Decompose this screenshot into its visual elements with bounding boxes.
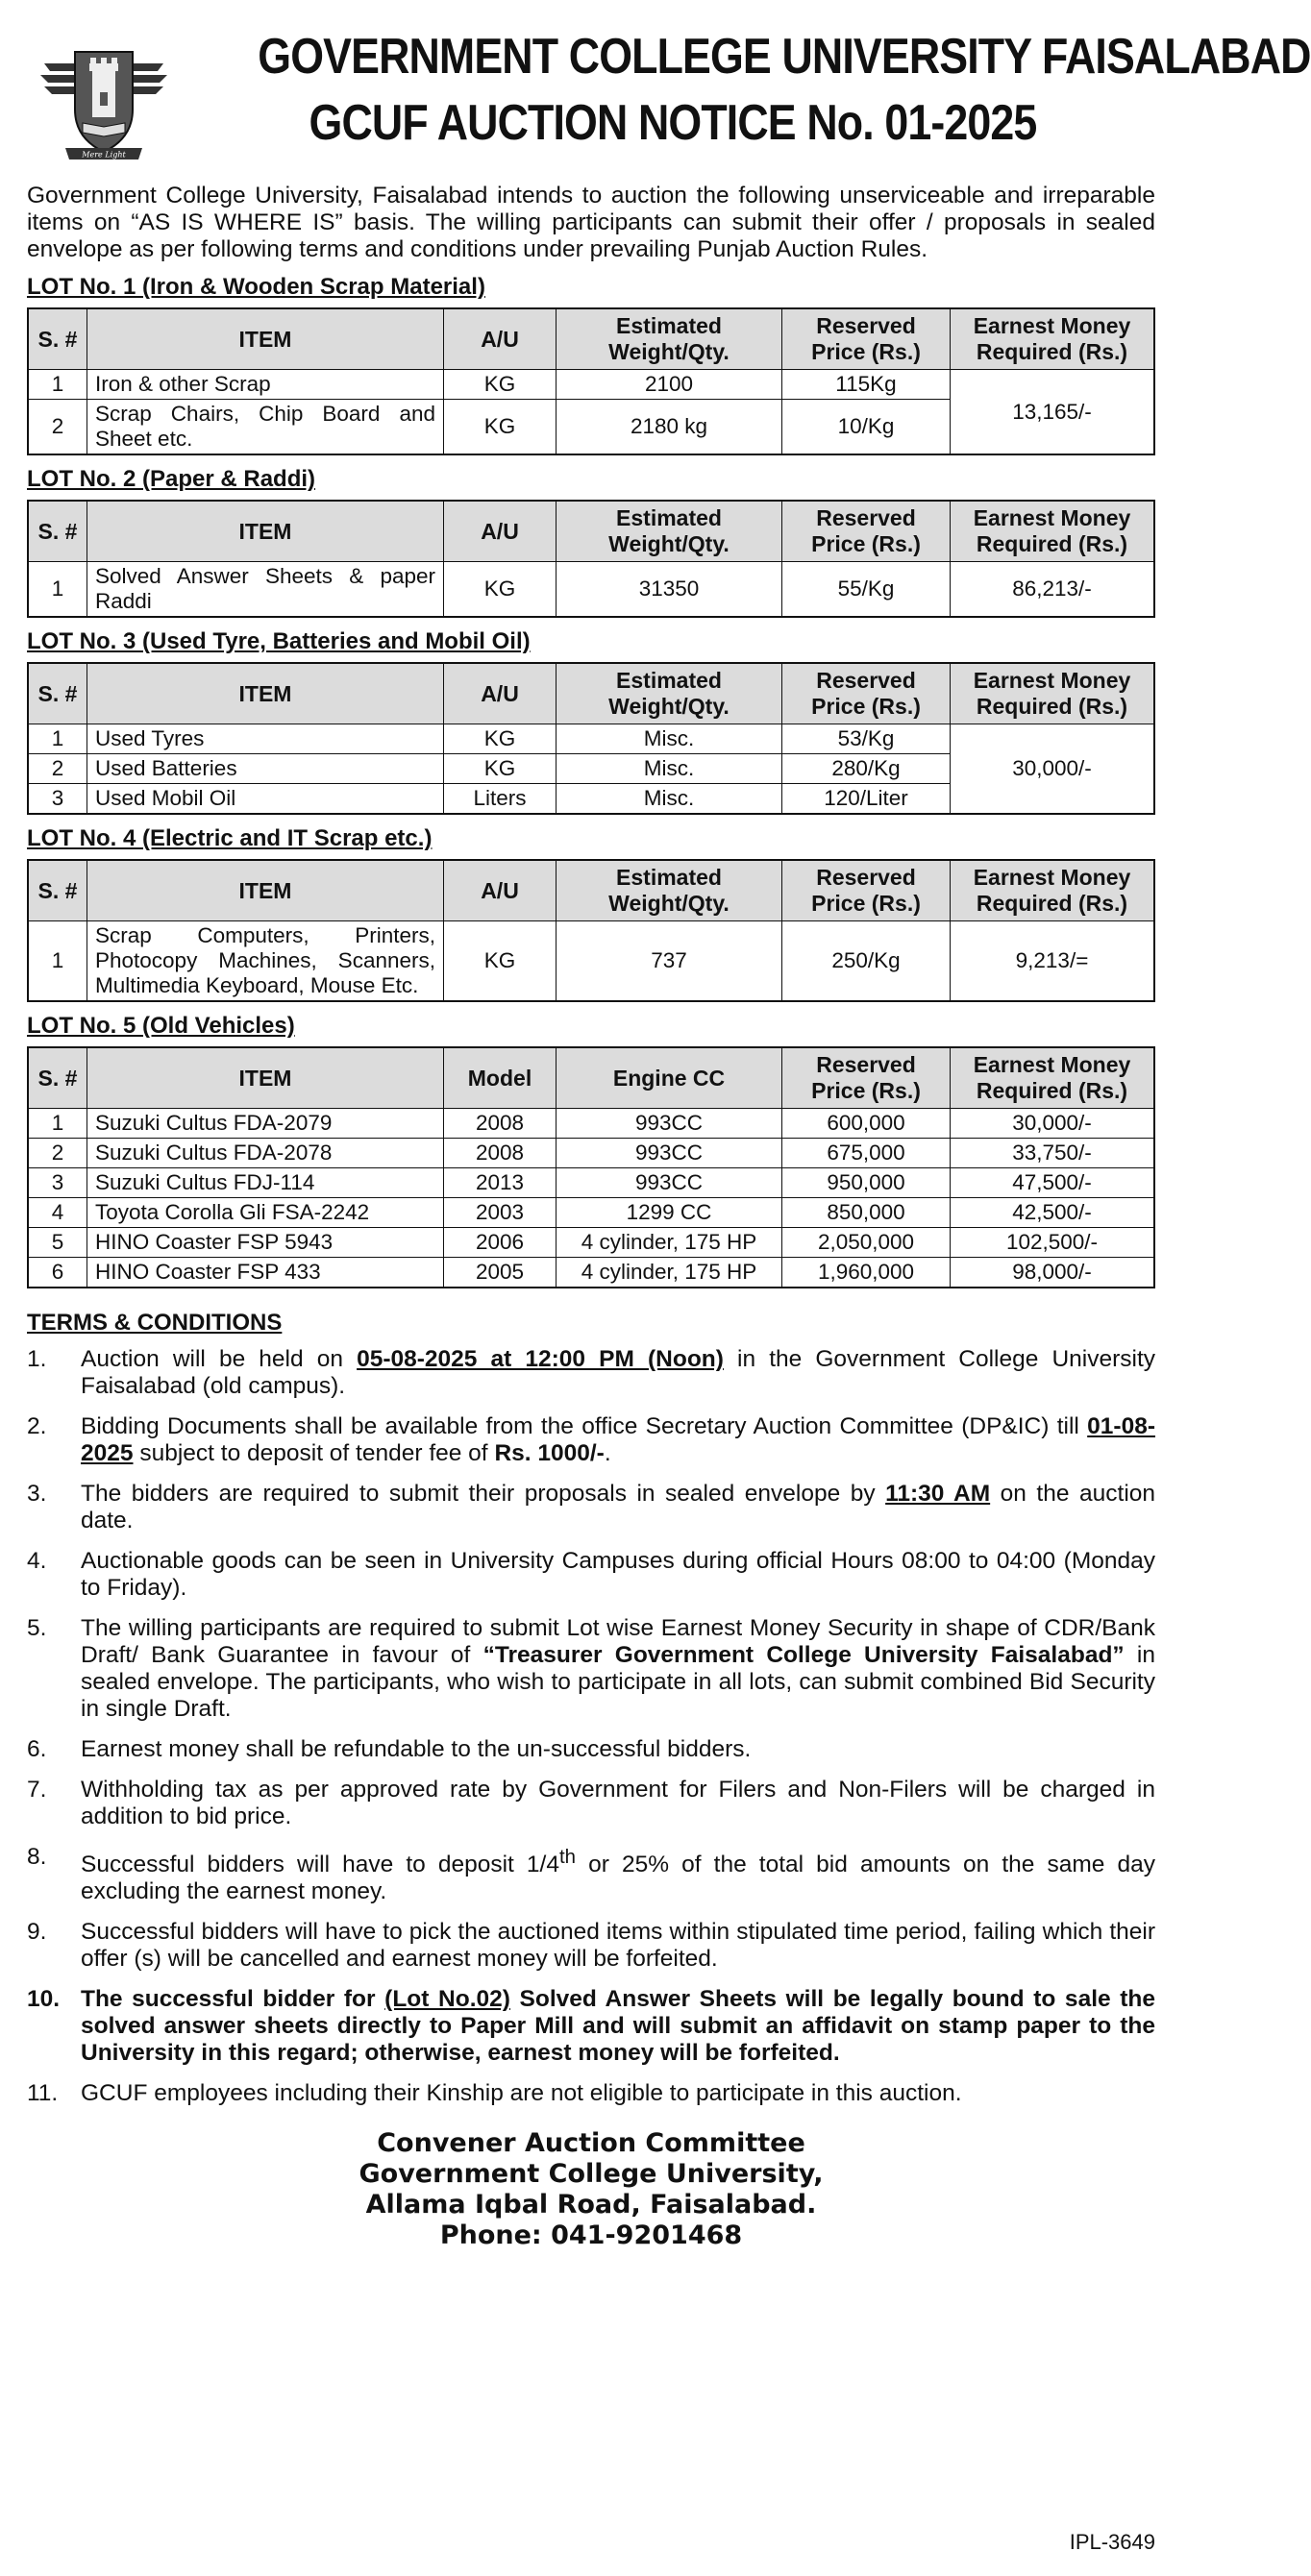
cell-item: Suzuki Cultus FDA-2078 (87, 1139, 444, 1168)
term-number: 4. (27, 1548, 47, 1574)
term-item (27, 1777, 1155, 1830)
col-sno: S. # (28, 1047, 87, 1109)
cell-sno: 1 (28, 370, 87, 400)
convener-title: Convener Auction Committee (377, 2128, 805, 2159)
cell-reserved: 950,000 (782, 1168, 951, 1198)
col-reserved: Reserved Price (Rs.) (782, 860, 951, 921)
cell-estimated: Misc. (557, 724, 782, 754)
cell-item: Iron & other Scrap (87, 370, 444, 400)
cell-estimated: Misc. (557, 784, 782, 815)
cell-au: KG (444, 754, 557, 784)
signature-block (27, 2128, 1155, 2251)
col-earnest: Earnest Money Required (Rs.) (951, 1047, 1155, 1109)
university-name: Government College University, (359, 2159, 824, 2190)
table-header-row (28, 860, 1154, 921)
term-payee: “Treasurer Government College University Faisalabad” (482, 1642, 1125, 1668)
lot2-table (27, 500, 1155, 618)
cell-engine: 1299 CC (557, 1198, 782, 1228)
term-text: The bidders are required to submit their proposals in sealed envelope by (81, 1481, 886, 1507)
cell-item: Suzuki Cultus FDJ-114 (87, 1168, 444, 1198)
table-row (28, 1139, 1154, 1168)
cell-item: Suzuki Cultus FDA-2079 (87, 1109, 444, 1139)
col-sno: S. # (28, 501, 87, 562)
cell-sno: 3 (28, 1168, 87, 1198)
university-crest-icon (37, 35, 171, 169)
cell-earnest: 9,213/= (951, 921, 1155, 1002)
cell-earnest: 42,500/- (951, 1198, 1155, 1228)
cell-sno: 1 (28, 921, 87, 1002)
term-text: Successful bidders will have to deposit 1/4 (81, 1852, 559, 1878)
cell-reserved: 2,050,000 (782, 1228, 951, 1258)
term-number: 8. (27, 1844, 47, 1870)
col-sno: S. # (28, 860, 87, 921)
term-time: 11:30 AM (885, 1481, 991, 1507)
cell-au: Liters (444, 784, 557, 815)
col-reserved: Reserved Price (Rs.) (782, 1047, 951, 1109)
cell-sno: 2 (28, 754, 87, 784)
cell-estimated: 2100 (557, 370, 782, 400)
cell-model: 2013 (444, 1168, 557, 1198)
university-title: GOVERNMENT COLLEGE UNIVERSITY FAISALABAD (258, 29, 1311, 85)
term-item (27, 1615, 1155, 1723)
lot2-title: LOT No. 2 (Paper & Raddi) (27, 466, 316, 492)
term-text: Withholding tax as per approved rate by Government for Filers and Non-Filers will be charged in addition to bid price. (81, 1777, 1155, 1829)
col-engine: Engine CC (557, 1047, 782, 1109)
term-fee: Rs. 1000/- (494, 1440, 605, 1466)
cell-sno: 3 (28, 784, 87, 815)
col-estimated: Estimated Weight/Qty. (557, 308, 782, 370)
cell-estimated: 737 (557, 921, 782, 1002)
table-header-row (28, 501, 1154, 562)
cell-earnest: 47,500/- (951, 1168, 1155, 1198)
cell-engine: 993CC (557, 1109, 782, 1139)
term-lot-ref: (Lot No.02) (384, 1986, 510, 2013)
term-text: in sealed envelope. The participants, who wish to participate in all lots, can submit combined Bid Security in single Draft. (81, 1642, 1155, 1722)
cell-estimated: 31350 (557, 562, 782, 618)
cell-earnest: 86,213/- (951, 562, 1155, 618)
terms-title: TERMS & CONDITIONS (27, 1310, 283, 1336)
term-item (27, 1919, 1155, 1973)
cell-item: Toyota Corolla Gli FSA-2242 (87, 1198, 444, 1228)
term-number: 2. (27, 1413, 47, 1439)
cell-sno: 5 (28, 1228, 87, 1258)
cell-reserved: 250/Kg (782, 921, 951, 1002)
col-au: A/U (444, 308, 557, 370)
col-reserved: Reserved Price (Rs.) (782, 663, 951, 724)
col-estimated: Estimated Weight/Qty. (557, 663, 782, 724)
terms-list (27, 1346, 1155, 2107)
col-sno: S. # (28, 308, 87, 370)
term-item (27, 2080, 1155, 2107)
col-reserved: Reserved Price (Rs.) (782, 308, 951, 370)
reference-code: IPL-3649 (1069, 2530, 1155, 2554)
cell-sno: 1 (28, 1109, 87, 1139)
crest-motto: Mere Light (82, 150, 126, 159)
cell-item: Used Batteries (87, 754, 444, 784)
cell-earnest: 30,000/- (951, 724, 1155, 815)
lot4-title: LOT No. 4 (Electric and IT Scrap etc.) (27, 825, 433, 851)
table-row (28, 724, 1154, 754)
lot5-table (27, 1046, 1155, 1288)
cell-au: KG (444, 921, 557, 1002)
title-block (190, 27, 1311, 154)
term-text: Auction will be held on (81, 1346, 358, 1372)
term-number: 3. (27, 1481, 47, 1507)
cell-sno: 4 (28, 1198, 87, 1228)
col-estimated: Estimated Weight/Qty. (557, 860, 782, 921)
col-model: Model (444, 1047, 557, 1109)
cell-reserved: 1,960,000 (782, 1258, 951, 1288)
table-header-row (28, 663, 1154, 724)
cell-item: HINO Coaster FSP 5943 (87, 1228, 444, 1258)
term-text: The willing participants are required to submit Lot wise Earnest Money Security in shape of CDR/Bank Draft/ Bank Guarantee in favour of (81, 1615, 1155, 1668)
cell-au: KG (444, 562, 557, 618)
col-earnest: Earnest Money Required (Rs.) (951, 860, 1155, 921)
cell-sno: 2 (28, 400, 87, 455)
term-date: 05-08-2025 at 12:00 PM (Noon) (357, 1346, 724, 1372)
lot3-title: LOT No. 3 (Used Tyre, Batteries and Mobil Oil) (27, 628, 531, 654)
lot5-title: LOT No. 5 (Old Vehicles) (27, 1013, 295, 1039)
col-au: A/U (444, 501, 557, 562)
table-row (28, 1228, 1154, 1258)
cell-reserved: 10/Kg (782, 400, 951, 455)
term-item (27, 1736, 1155, 1763)
table-row (28, 921, 1154, 1002)
term-item (27, 1481, 1155, 1534)
term-text: Auctionable goods can be seen in University Campuses during official Hours 08:00 to 04:00 (Monday to Friday). (81, 1548, 1155, 1601)
term-item (27, 1548, 1155, 1602)
term-number: 1. (27, 1346, 47, 1372)
cell-au: KG (444, 400, 557, 455)
notice-title: GCUF AUCTION NOTICE No. 01-2025 (309, 95, 1037, 151)
cell-earnest: 13,165/- (951, 370, 1155, 455)
cell-model: 2006 (444, 1228, 557, 1258)
term-item (27, 1413, 1155, 1467)
cell-engine: 4 cylinder, 175 HP (557, 1258, 782, 1288)
cell-earnest: 33,750/- (951, 1139, 1155, 1168)
term-item (27, 1346, 1155, 1400)
lot4-table (27, 859, 1155, 1002)
cell-item: Scrap Chairs, Chip Board and Sheet etc. (87, 400, 444, 455)
col-item: ITEM (87, 663, 444, 724)
cell-model: 2008 (444, 1139, 557, 1168)
term-item (27, 1844, 1155, 1905)
table-header-row (28, 308, 1154, 370)
cell-engine: 4 cylinder, 175 HP (557, 1228, 782, 1258)
cell-sno: 6 (28, 1258, 87, 1288)
term-number: 11. (27, 2080, 59, 2107)
cell-sno: 1 (28, 724, 87, 754)
intro-paragraph: Government College University, Faisalabad intends to auction the following unserviceable and irreparable items on “AS IS WHERE IS” basis. The willing participants can submit their offer / proposals in sealed envelope as per following terms and conditions under prevailing Punjab Auction Rules. (27, 183, 1155, 262)
table-row (28, 1198, 1154, 1228)
cell-engine: 993CC (557, 1139, 782, 1168)
table-row (28, 1168, 1154, 1198)
cell-estimated: 2180 kg (557, 400, 782, 455)
col-estimated: Estimated Weight/Qty. (557, 501, 782, 562)
cell-reserved: 280/Kg (782, 754, 951, 784)
col-au: A/U (444, 663, 557, 724)
term-text: GCUF employees including their Kinship are not eligible to participate in this auction. (81, 2080, 962, 2107)
cell-reserved: 115Kg (782, 370, 951, 400)
term-text: or 25% of the total bid amounts on the same day excluding the earnest money. (81, 1852, 1155, 1905)
cell-earnest: 102,500/- (951, 1228, 1155, 1258)
term-text: on the auction date. (81, 1481, 1156, 1533)
notice-header (27, 15, 1311, 177)
term-item (27, 1986, 1155, 2067)
address: Allama Iqbal Road, Faisalabad. (365, 2190, 817, 2220)
term-number: 7. (27, 1777, 47, 1803)
cell-reserved: 53/Kg (782, 724, 951, 754)
table-header-row (28, 1047, 1154, 1109)
table-row (28, 562, 1154, 618)
table-row (28, 370, 1154, 400)
cell-sno: 1 (28, 562, 87, 618)
term-text: Successful bidders will have to pick the auctioned items within stipulated time period, failing which their offer (s) will be cancelled and earnest money will be forfeited. (81, 1919, 1155, 1973)
cell-reserved: 600,000 (782, 1109, 951, 1139)
cell-earnest: 30,000/- (951, 1109, 1155, 1139)
term-text: Solved Answer Sheets will be legally bound to sale the solved answer sheets directly to Paper Mill and will submit an affidavit on stamp paper to the University in this regard; otherwise, earnest money will be forfeited. (81, 1986, 1155, 2067)
cell-item: Scrap Computers, Printers, Photocopy Machines, Scanners, Multimedia Keyboard, Mouse Etc. (87, 921, 444, 1002)
lot1-title: LOT No. 1 (Iron & Wooden Scrap Material) (27, 274, 485, 300)
term-number: 10. (27, 1986, 61, 2013)
cell-reserved: 850,000 (782, 1198, 951, 1228)
col-item: ITEM (87, 1047, 444, 1109)
cell-au: KG (444, 370, 557, 400)
term-date: 01-08-2025 (81, 1413, 1155, 1466)
cell-model: 2003 (444, 1198, 557, 1228)
lot3-table (27, 662, 1155, 815)
cell-engine: 993CC (557, 1168, 782, 1198)
col-au: A/U (444, 860, 557, 921)
cell-item: HINO Coaster FSP 433 (87, 1258, 444, 1288)
cell-model: 2005 (444, 1258, 557, 1288)
cell-item: Solved Answer Sheets & paper Raddi (87, 562, 444, 618)
term-text: subject to deposit of tender fee of (133, 1440, 495, 1466)
term-text: in the Government College University Faisalabad (old campus). (81, 1346, 1155, 1399)
col-earnest: Earnest Money Required (Rs.) (951, 308, 1155, 370)
phone: Phone: 041-9201468 (439, 2220, 743, 2251)
table-row (28, 1109, 1154, 1139)
term-text: Bidding Documents shall be available from the office Secretary Auction Committee (DP&IC) till (81, 1413, 1088, 1439)
cell-sno: 2 (28, 1139, 87, 1168)
cell-estimated: Misc. (557, 754, 782, 784)
col-item: ITEM (87, 860, 444, 921)
term-superscript: th (559, 1847, 577, 1868)
cell-reserved: 55/Kg (782, 562, 951, 618)
col-earnest: Earnest Money Required (Rs.) (951, 501, 1155, 562)
cell-earnest: 98,000/- (951, 1258, 1155, 1288)
col-reserved: Reserved Price (Rs.) (782, 501, 951, 562)
term-number: 6. (27, 1736, 47, 1762)
col-sno: S. # (28, 663, 87, 724)
cell-reserved: 120/Liter (782, 784, 951, 815)
table-row (28, 1258, 1154, 1288)
lot1-table (27, 307, 1155, 455)
cell-au: KG (444, 724, 557, 754)
term-text: Earnest money shall be refundable to the un-successful bidders. (81, 1736, 752, 1762)
term-text: The successful bidder for (81, 1986, 385, 2013)
cell-reserved: 675,000 (782, 1139, 951, 1168)
term-text: . (604, 1440, 611, 1466)
term-number: 5. (27, 1615, 47, 1641)
col-item: ITEM (87, 308, 444, 370)
term-number: 9. (27, 1919, 47, 1946)
cell-model: 2008 (444, 1109, 557, 1139)
col-earnest: Earnest Money Required (Rs.) (951, 663, 1155, 724)
cell-item: Used Mobil Oil (87, 784, 444, 815)
col-item: ITEM (87, 501, 444, 562)
cell-item: Used Tyres (87, 724, 444, 754)
